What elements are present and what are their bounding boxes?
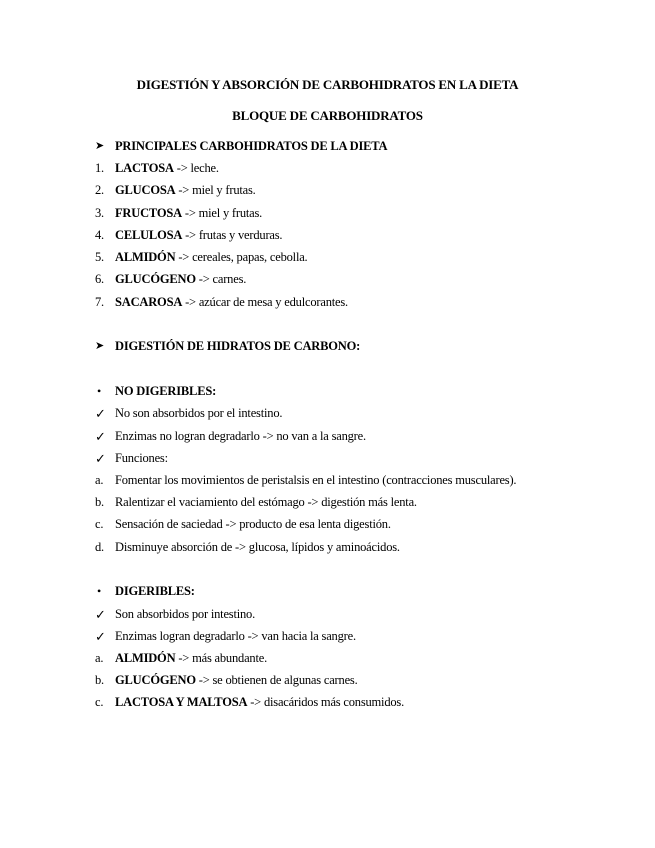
section-heading-text: PRINCIPALES CARBOHIDRATOS DE LA DIETA	[115, 139, 388, 153]
check-item-text: Funciones:	[115, 451, 168, 465]
item-description: -> miel y frutas.	[181, 206, 263, 220]
list-number: 5.	[95, 250, 104, 264]
list-letter: b.	[95, 673, 104, 687]
item-term: GLUCÓGENO	[115, 272, 196, 286]
lettered-item-text: Sensación de saciedad -> producto de esa lenta digestión.	[115, 517, 391, 531]
item-description: -> se obtienen de algunas carnes.	[195, 673, 358, 687]
item-term: LACTOSA Y MALTOSA	[115, 695, 248, 709]
item-description: -> frutas y verduras.	[182, 228, 283, 242]
subsection-heading-text: DIGERIBLES:	[115, 584, 195, 598]
arrow-bullet-icon: ➤	[95, 140, 105, 152]
item-term: CELULOSA	[115, 228, 183, 242]
list-number: 2.	[95, 183, 104, 197]
list-letter: d.	[95, 540, 104, 554]
document-subtitle: BLOQUE DE CARBOHIDRATOS	[232, 108, 423, 123]
list-number: 4.	[95, 228, 104, 242]
list-number: 6.	[95, 272, 104, 286]
check-item-text: Son absorbidos por intestino.	[115, 607, 256, 621]
checkmark-icon: ✓	[95, 629, 106, 644]
item-term: GLUCOSA	[115, 183, 176, 197]
list-letter: c.	[95, 517, 104, 531]
item-term: FRUCTOSA	[115, 206, 182, 220]
subsection-heading-text: NO DIGERIBLES:	[115, 384, 217, 398]
item-term: ALMIDÓN	[115, 651, 176, 665]
list-letter: a.	[95, 651, 104, 665]
item-description: -> disacáridos más consumidos.	[247, 695, 405, 709]
item-term: SACAROSA	[115, 295, 183, 309]
checkmark-icon: ✓	[95, 429, 106, 444]
check-item-text: Enzimas logran degradarlo -> van hacia la sangre.	[115, 629, 356, 643]
document-title: DIGESTIÓN Y ABSORCIÓN DE CARBOHIDRATOS EN LA DIETA	[136, 77, 519, 92]
list-number: 7.	[95, 295, 104, 309]
lettered-item-text: Disminuye absorción de -> glucosa, lípidos y aminoácidos.	[115, 540, 400, 554]
section-heading-text: DIGESTIÓN DE HIDRATOS DE CARBONO:	[115, 339, 361, 353]
list-letter: c.	[95, 695, 104, 709]
item-description: -> miel y frutas.	[175, 183, 256, 197]
lettered-item-text: Ralentizar el vaciamiento del estómago -> digestión más lenta.	[115, 495, 417, 509]
item-description: -> más abundante.	[175, 651, 268, 665]
check-item-text: No son absorbidos por el intestino.	[115, 406, 283, 420]
list-letter: b.	[95, 495, 104, 509]
arrow-bullet-icon: ➤	[95, 340, 105, 352]
list-number: 3.	[95, 206, 104, 220]
item-description: -> cereales, papas, cebolla.	[175, 250, 308, 264]
checkmark-icon: ✓	[95, 451, 106, 466]
item-term: ALMIDÓN	[115, 250, 176, 264]
item-description: -> azúcar de mesa y edulcorantes.	[182, 295, 348, 309]
check-item-text: Enzimas no logran degradarlo -> no van a la sangre.	[115, 429, 366, 443]
lettered-item-text: Fomentar los movimientos de peristalsis en el intestino (contracciones musculares).	[115, 473, 517, 487]
bullet-icon: •	[97, 384, 102, 398]
list-number: 1.	[95, 161, 104, 175]
item-term: GLUCÓGENO	[115, 673, 196, 687]
list-letter: a.	[95, 473, 104, 487]
item-term: LACTOSA	[115, 161, 174, 175]
checkmark-icon: ✓	[95, 607, 106, 622]
item-description: -> leche.	[173, 161, 219, 175]
bullet-icon: •	[97, 584, 102, 598]
checkmark-icon: ✓	[95, 406, 106, 421]
item-description: -> carnes.	[195, 272, 247, 286]
